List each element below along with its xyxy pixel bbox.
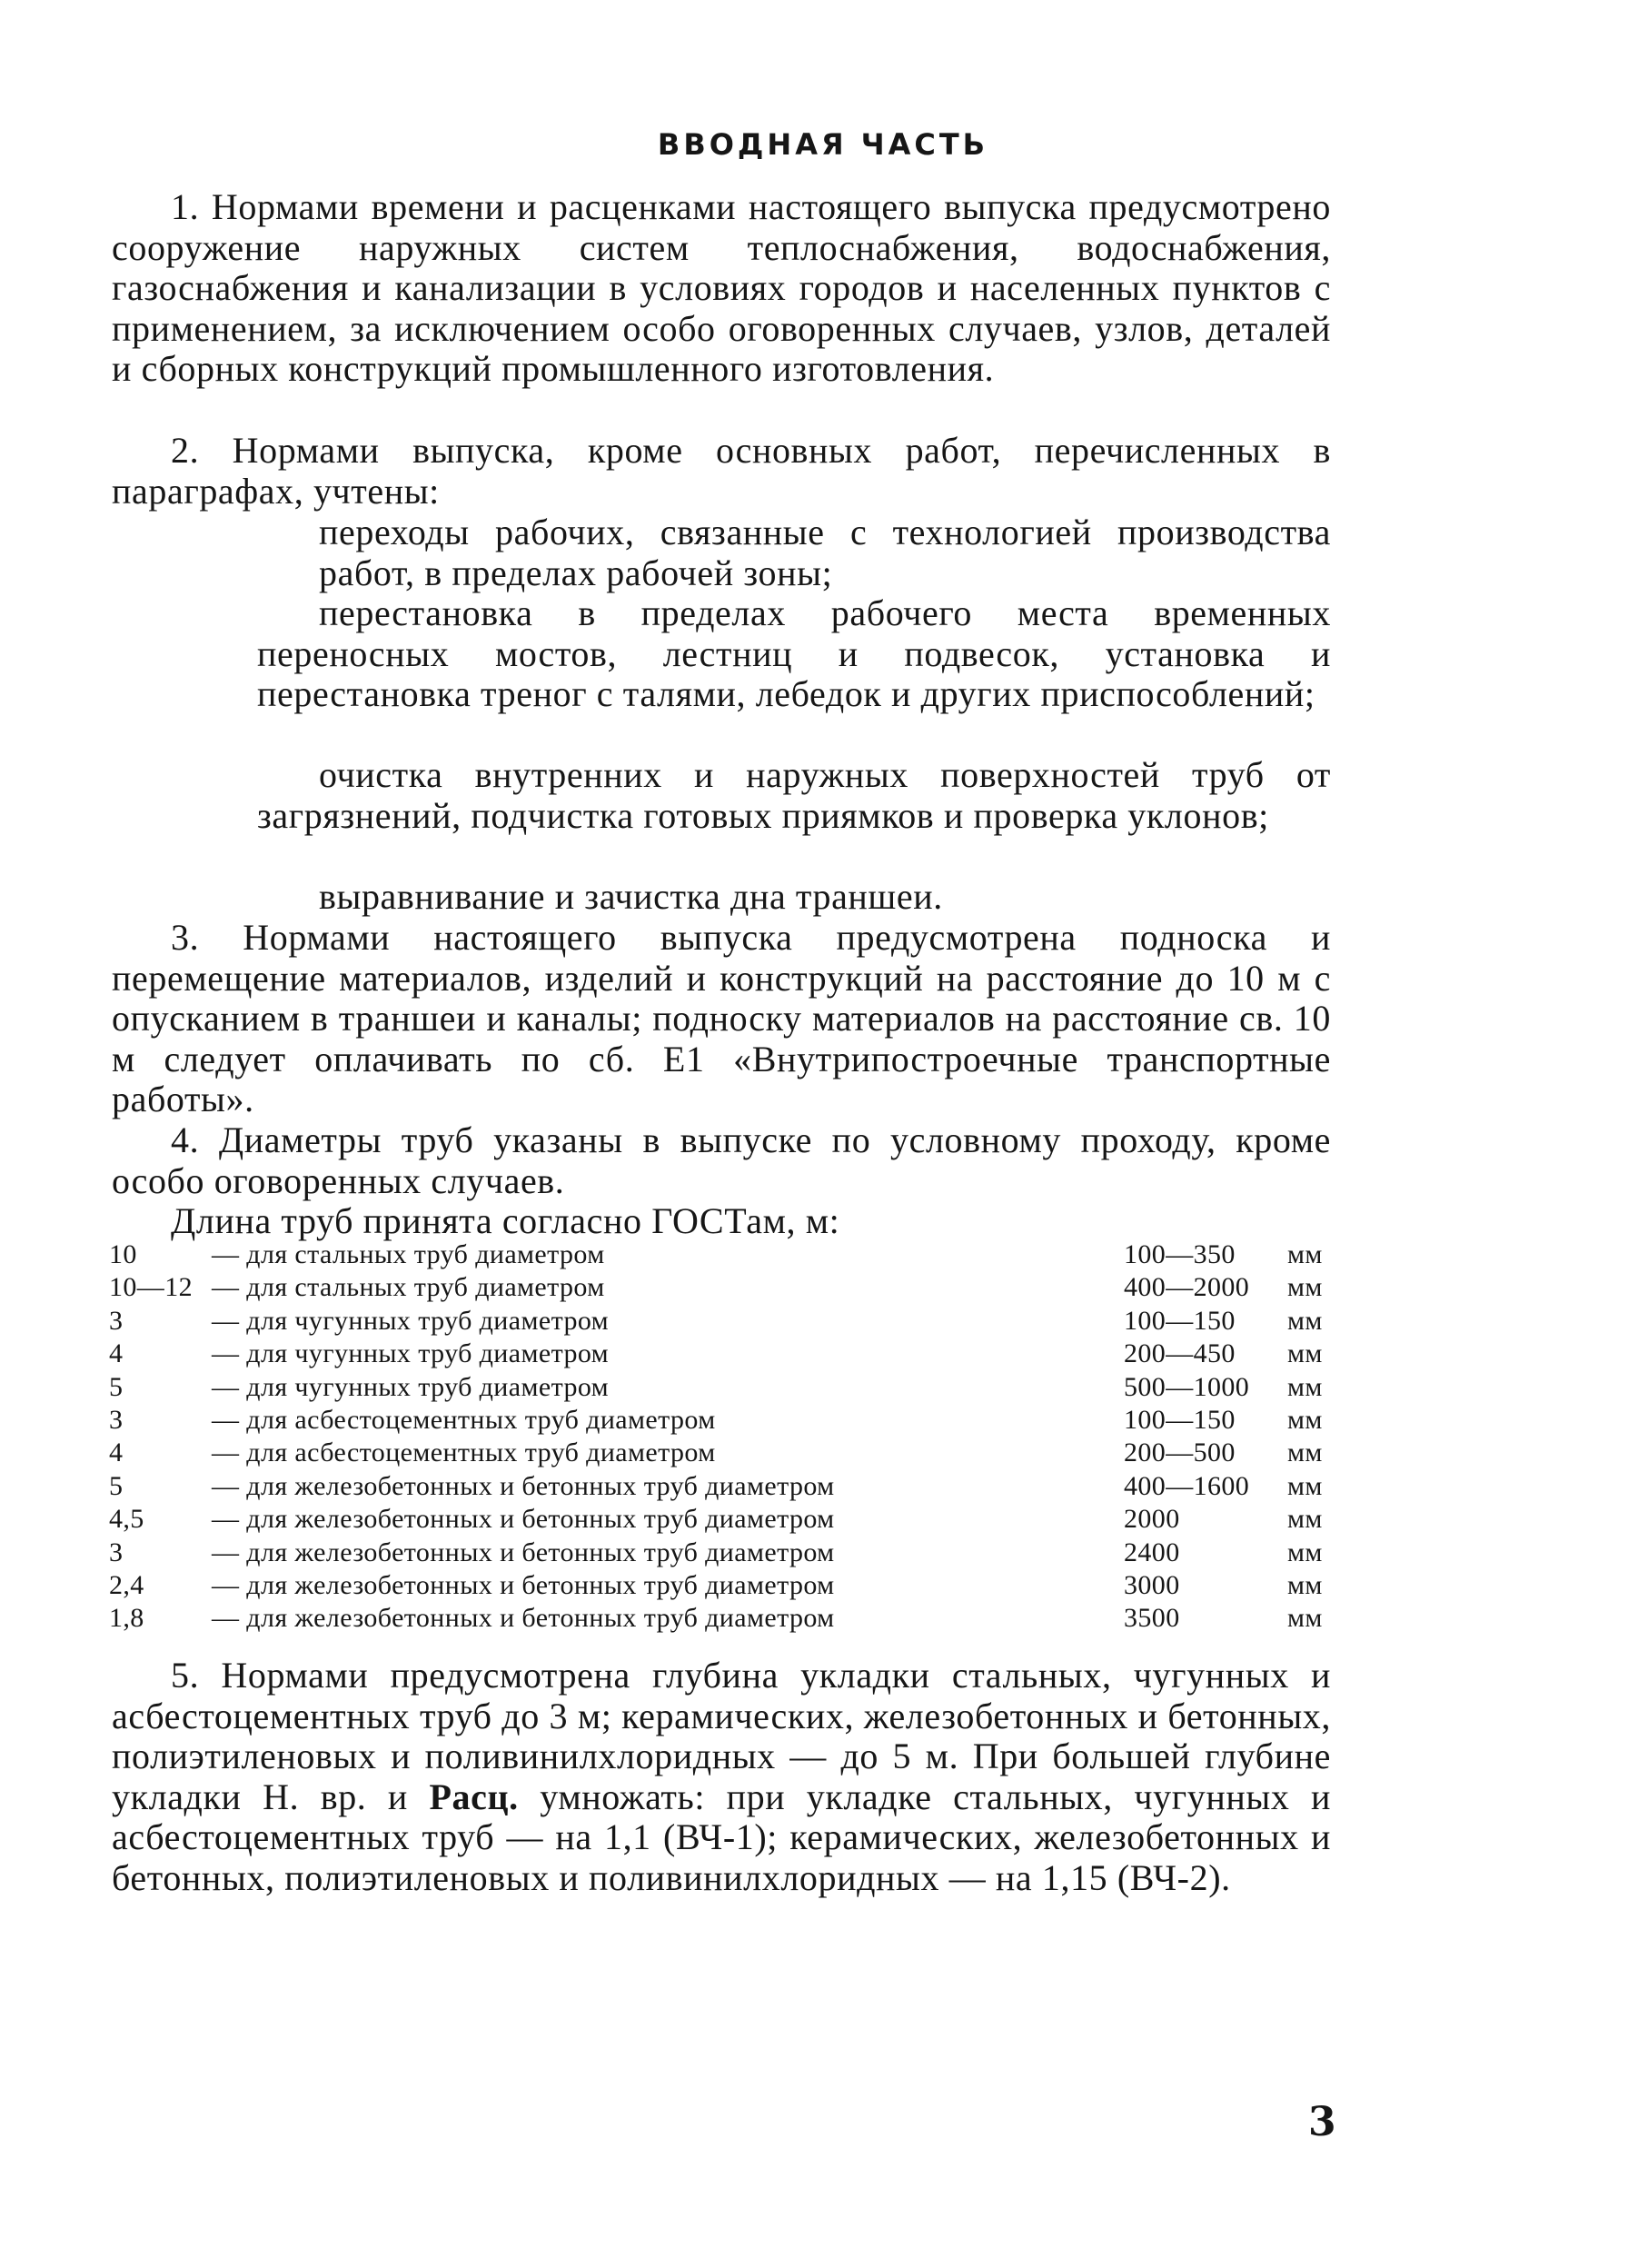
pipe-length-cell: 10 <box>109 1239 137 1269</box>
pipe-length-cell: 2,4 <box>109 1569 144 1600</box>
pipe-diameter-cell: 2400 <box>1124 1537 1180 1567</box>
paragraph-5-text-2: умножать: при укладке стальных, чугунных и асбестоцементных труб — на 1,1 (ВЧ-1); керамических, железобетонных и бетонных, полиэтиленовых и поливинилхлоридных — на 1,15 (ВЧ-2). <box>112 1776 1331 1898</box>
pipe-diameter-cell: 200—500 <box>1124 1437 1236 1468</box>
table-row <box>109 1271 1335 1304</box>
unit-cell: мм <box>1287 1504 1323 1535</box>
pipe-length-cell: 3 <box>109 1537 124 1567</box>
table-row <box>109 1569 1335 1602</box>
paragraph-2: 2. Нормами выпуска, кроме основных работ, перечисленных в параграфах, учтены: <box>112 430 1331 512</box>
table-row <box>109 1238 1335 1271</box>
table-row <box>109 1404 1335 1437</box>
pipe-description-cell: — для чугунных труб диаметром <box>212 1305 610 1336</box>
paragraph-2-item-2: перестановка в пределах рабочего места временных переносных мостов, лестниц и подвесок, установка и перестановка треног с талями, лебедок и других приспособлений; <box>257 592 1331 714</box>
table-row <box>109 1437 1335 1469</box>
pipe-length-cell: 4,5 <box>109 1504 144 1535</box>
pipe-length-cell: 5 <box>109 1470 124 1501</box>
paragraph-5 <box>112 1656 1331 1898</box>
table-caption: Длина труб принята согласно ГОСТам, м: <box>171 1200 840 1241</box>
pipe-description-cell: — для железобетонных и бетонных труб диаметром <box>212 1537 835 1567</box>
page-number: 3 <box>1308 2099 1336 2145</box>
table-row <box>109 1338 1335 1370</box>
pipe-description-cell: — для стальных труб диаметром <box>212 1272 605 1303</box>
pipe-diameter-cell: 3000 <box>1124 1569 1180 1600</box>
unit-cell: мм <box>1287 1470 1323 1501</box>
paragraph-3: 3. Нормами настоящего выпуска предусмотрена подноска и перемещение материалов, изделий и конструкций на расстояние до 10 м с опусканием в траншеи и каналы; подноску материалов на расстояние св. 10 м следует оплачивать по сб. Е1 «Внутрипостроечные транспортные работы». <box>112 917 1331 1119</box>
unit-cell: мм <box>1287 1338 1323 1369</box>
pipe-diameter-cell: 100—150 <box>1124 1305 1236 1336</box>
unit-cell: мм <box>1287 1239 1323 1269</box>
table-row <box>109 1371 1335 1404</box>
pipe-description-cell: — для асбестоцементных труб диаметром <box>212 1437 716 1468</box>
pipe-description-cell: — для стальных труб диаметром <box>212 1239 605 1269</box>
paragraph-2-item-text: переходы рабочих, связанные с технологией производства работ, в пределах рабочей зоны; <box>319 512 1331 593</box>
pipe-length-cell: 4 <box>109 1437 124 1468</box>
paragraph-2-item-3: очистка внутренних и наружных поверхностей труб от загрязнений, подчистка готовых приямков и проверка уклонов; <box>257 754 1331 836</box>
pipe-description-cell: — для чугунных труб диаметром <box>212 1338 610 1369</box>
paragraph-5-bold: Расц. <box>429 1776 519 1817</box>
paragraph-4: 4. Диаметры труб указаны в выпуске по условному проходу, кроме особо оговоренных случаев. <box>112 1119 1331 1201</box>
unit-cell: мм <box>1287 1371 1323 1402</box>
pipe-length-cell: 1,8 <box>109 1603 144 1634</box>
unit-cell: мм <box>1287 1404 1323 1435</box>
pipe-diameter-cell: 400—2000 <box>1124 1272 1250 1303</box>
pipe-description-cell: — для железобетонных и бетонных труб диаметром <box>212 1603 835 1634</box>
table-row <box>109 1503 1335 1536</box>
pipe-description-cell: — для железобетонных и бетонных труб диаметром <box>212 1569 835 1600</box>
pipe-description-cell: — для железобетонных и бетонных труб диаметром <box>212 1504 835 1535</box>
table-row <box>109 1602 1335 1635</box>
pipe-diameter-cell: 100—150 <box>1124 1404 1236 1435</box>
unit-cell: мм <box>1287 1603 1323 1634</box>
table-row <box>109 1537 1335 1569</box>
paragraph-1: 1. Нормами времени и расценками настоящего выпуска предусмотрено сооружение наружных систем теплоснабжения, водоснабжения, газоснабжения и канализации в условиях городов и населенных пунктов с применением, за исключением особо оговоренных случаев, узлов, деталей и сборных конструкций промышленного изготовления. <box>112 186 1331 389</box>
pipe-diameter-cell: 2000 <box>1124 1504 1180 1535</box>
table-row <box>109 1305 1335 1338</box>
unit-cell: мм <box>1287 1272 1323 1303</box>
pipe-diameter-cell: 400—1600 <box>1124 1470 1250 1501</box>
pipe-diameter-cell: 100—350 <box>1124 1239 1236 1269</box>
section-heading: ВВОДНАЯ ЧАСТЬ <box>657 127 989 162</box>
pipe-length-cell: 5 <box>109 1371 124 1402</box>
pipe-diameter-cell: 500—1000 <box>1124 1371 1250 1402</box>
pipe-length-cell: 3 <box>109 1305 124 1336</box>
pipe-length-table <box>109 1238 1335 1636</box>
pipe-description-cell: — для чугунных труб диаметром <box>212 1371 610 1402</box>
paragraph-5-text-1: 5. Нормами предусмотрена глубина укладки стальных, чугунных и асбестоцементных труб до 3 м; керамических, железобетонных и бетонных, полиэтиленовых и поливинилхлоридных — до 5 м. При большей глубине укладки Н. вр. и <box>112 1655 1331 1817</box>
pipe-description-cell: — для железобетонных и бетонных труб диаметром <box>212 1470 835 1501</box>
paragraph-2-item-1 <box>112 512 1331 593</box>
pipe-diameter-cell: 200—450 <box>1124 1338 1236 1369</box>
pipe-description-cell: — для асбестоцементных труб диаметром <box>212 1404 716 1435</box>
pipe-length-cell: 4 <box>109 1338 124 1369</box>
table-row <box>109 1470 1335 1503</box>
unit-cell: мм <box>1287 1537 1323 1567</box>
unit-cell: мм <box>1287 1305 1323 1336</box>
pipe-length-cell: 3 <box>109 1404 124 1435</box>
pipe-length-cell: 10—12 <box>109 1272 193 1303</box>
paragraph-2-item-4: выравнивание и зачистка дна траншеи. <box>319 876 943 917</box>
pipe-diameter-cell: 3500 <box>1124 1603 1180 1634</box>
unit-cell: мм <box>1287 1569 1323 1600</box>
unit-cell: мм <box>1287 1437 1323 1468</box>
